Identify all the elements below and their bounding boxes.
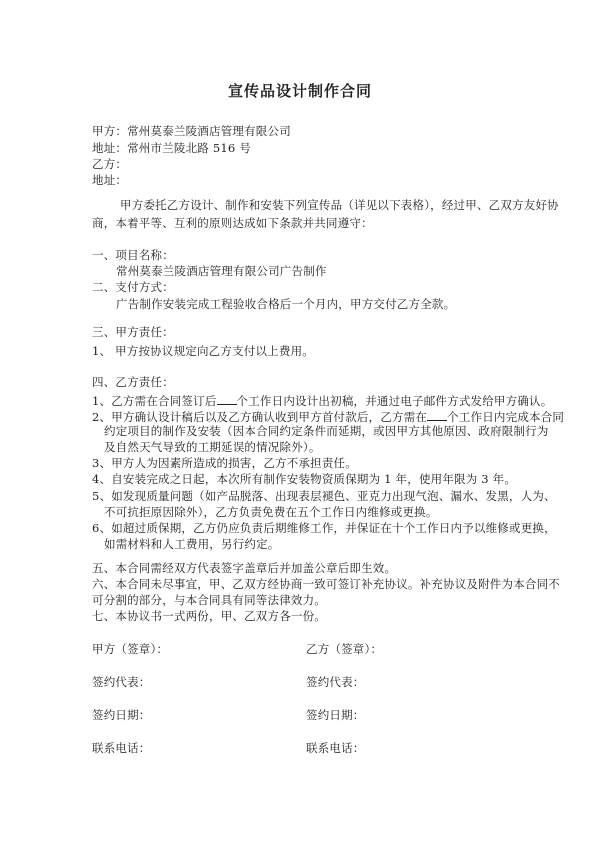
party-a-line: 甲方：常州莫泰兰陵酒店管理有限公司 xyxy=(92,124,291,138)
section-4-item-5-line-2: 不可抗拒原因除外），乙方负责免费在五个工作日内维修或更换。 xyxy=(104,505,438,519)
party-b-seal-label: 乙方（签章）： xyxy=(306,642,383,656)
item-1-prefix: 1、乙方需在合同签订后 xyxy=(92,394,217,408)
party-b-date-label: 签约日期： xyxy=(306,708,365,722)
section-7: 七、本协议书一式两份，甲、乙双方各一份。 xyxy=(92,609,326,623)
party-b-line: 乙方： xyxy=(92,157,128,171)
intro-line-1: 甲方委托乙方设计、制作和安装下列宣传品（详见以下表格），经过甲、乙双方友好协 xyxy=(120,198,559,212)
section-4-item-3: 3、甲方人为因素所造成的损害，乙方不承担责任。 xyxy=(92,456,357,470)
section-2-heading: 二、支付方式： xyxy=(92,280,174,294)
section-4-item-6: 6、如超过质保期，乙方仍应负责后期维修工作，并保证在十个工作日内予以维修或更换， xyxy=(92,521,556,535)
section-3-item-1: 1、 甲方按协议规定向乙方支付以上费用。 xyxy=(92,344,314,358)
section-4-item-2 xyxy=(92,408,564,424)
item-2-prefix: 2、甲方确认设计稿后以及乙方确认收到甲方首付款后，乙方需在 xyxy=(92,410,428,424)
section-3-heading: 三、甲方责任： xyxy=(92,325,174,339)
section-6: 六、本合同未尽事宜，甲、乙双方经协商一致可签订补充协议。补充协议及附件为本合同不 xyxy=(92,577,560,591)
section-2-body: 广告制作安装完成工程验收合格后一个月内，甲方交付乙方全款。 xyxy=(116,297,456,311)
section-4-item-2-line-3: 及自然天气导致的工期延误的情况除外）。 xyxy=(104,440,321,454)
section-1-body: 常州莫泰兰陵酒店管理有限公司广告制作 xyxy=(116,264,327,278)
section-4-item-5: 5、如发现质量问题（如产品脱落、出现表层褪色、亚克力出现气泡、漏水、发黑，人为、 xyxy=(92,489,556,503)
section-4-item-2-line-2: 约定项目的制作及安装（因本合同约定条件而延期，或因甲方其他原因、政府限制行为 xyxy=(104,424,549,438)
party-a-phone-label: 联系电话： xyxy=(92,741,151,755)
section-4-heading: 四、乙方责任： xyxy=(92,375,174,389)
blank-line xyxy=(427,408,447,421)
party-a-date-label: 签约日期： xyxy=(92,708,151,722)
section-6-line-2: 可分割的部分，与本合同具有同等法律效力。 xyxy=(92,593,326,607)
item-2-suffix: 个工作日内完成本合同 xyxy=(447,410,565,424)
party-b-phone-label: 联系电话： xyxy=(306,741,365,755)
address-a-line: 地址：常州市兰陵北路 516 号 xyxy=(92,141,251,155)
item-1-suffix: 个工作日内设计出初稿，并通过电子邮件方式发给甲方确认。 xyxy=(236,394,553,408)
party-b-rep-label: 签约代表： xyxy=(306,675,365,689)
section-4-item-6-line-2: 如需材料和人工费用，另行约定。 xyxy=(104,537,280,551)
page-title: 宣传品设计制作合同 xyxy=(227,82,372,100)
intro-line-2: 商，本着平等、互利的原则达成如下条款并共同遵守： xyxy=(92,216,373,230)
party-a-seal-label: 甲方（签章）： xyxy=(92,642,169,656)
address-b-line: 地址： xyxy=(92,173,128,187)
section-4-item-4: 4、自安装完成之日起，本次所有制作安装物资质保期为 1 年，使用年限为 3 年。 xyxy=(92,472,517,486)
section-5: 五、本合同需经双方代表签字盖章后并加盖公章后即生效。 xyxy=(92,561,397,575)
blank-line xyxy=(217,392,237,405)
section-4-item-1 xyxy=(92,392,552,408)
section-1-heading: 一、项目名称： xyxy=(92,248,174,262)
party-a-rep-label: 签约代表： xyxy=(92,675,151,689)
